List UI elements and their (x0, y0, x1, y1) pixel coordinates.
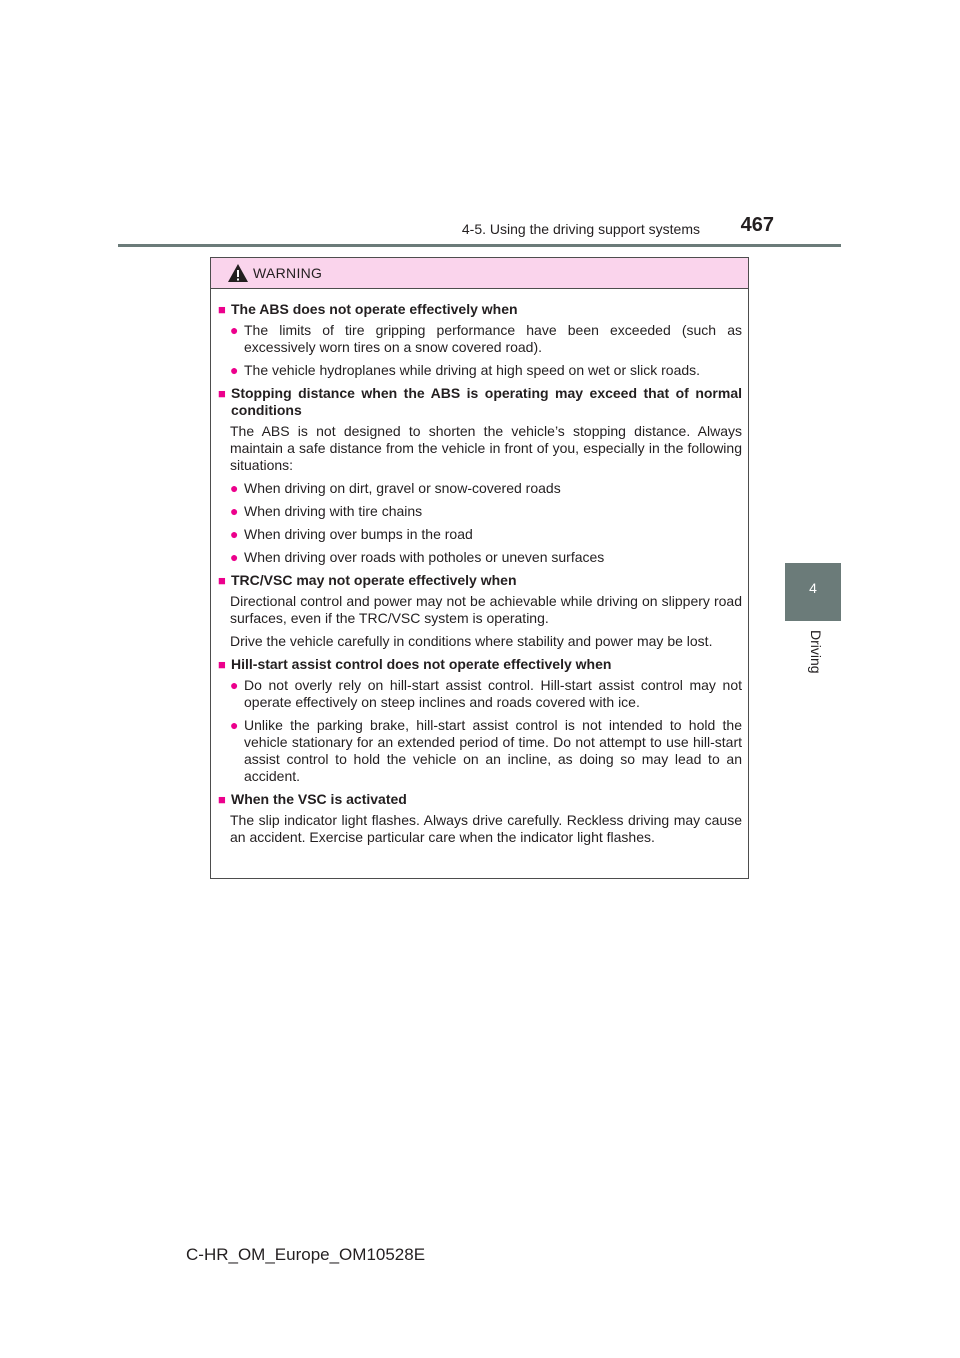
section-heading-text: Hill-start assist control does not operate effectively when (231, 656, 612, 672)
warning-section (218, 572, 742, 650)
round-bullet-icon: ● (230, 503, 239, 519)
chapter-label (800, 630, 828, 680)
page-number: 467 (740, 214, 774, 236)
chapter-tab-number: 4 (809, 580, 817, 596)
bullet-text: Unlike the parking brake, hill-start assist control is not intended to hold the vehicle stationary for an extended period of time. Do not attempt to use hill-start assist control to hold the vehicle on an incline, as doing so may lead to an accident. (244, 717, 742, 784)
bullet-item (218, 503, 742, 520)
bullet-text: When driving over bumps in the road (244, 526, 473, 542)
round-bullet-icon: ● (230, 526, 239, 542)
square-bullet-icon: ■ (218, 657, 226, 672)
warning-header (211, 258, 748, 289)
round-bullet-icon: ● (230, 362, 239, 378)
round-bullet-icon: ● (230, 677, 239, 693)
round-bullet-icon: ● (230, 322, 239, 338)
square-bullet-icon: ■ (218, 573, 226, 588)
square-bullet-icon: ■ (218, 386, 226, 401)
chapter-label-text: Driving (808, 630, 824, 674)
section-paragraph: Directional control and power may not be achievable while driving on slippery road surfaces, even if the TRC/VSC system is operating. (230, 593, 742, 626)
bullet-text: When driving over roads with potholes or uneven surfaces (244, 549, 605, 565)
chapter-tab (785, 563, 841, 621)
bullet-text: When driving with tire chains (244, 503, 423, 519)
section-heading-text: When the VSC is activated (231, 791, 407, 807)
bullet-item (218, 480, 742, 497)
section-heading-text: The ABS does not operate effectively when (231, 301, 518, 317)
bullet-text: When driving on dirt, gravel or snow-covered roads (244, 480, 561, 496)
bullet-item (218, 362, 742, 379)
warning-section (218, 301, 742, 379)
round-bullet-icon: ● (230, 717, 239, 733)
warning-title: WARNING (253, 265, 323, 281)
section-heading (218, 385, 742, 419)
section-heading (218, 656, 742, 673)
section-paragraph: The slip indicator light flashes. Always drive carefully. Reckless driving may cause an accident. Exercise particular care when the indicator light flashes. (230, 812, 742, 845)
warning-triangle-icon (227, 263, 249, 283)
section-paragraph: Drive the vehicle carefully in conditions where stability and power may be lost. (230, 633, 713, 649)
section-heading-text: TRC/VSC may not operate effectively when (231, 572, 517, 588)
footer-document-id: C-HR_OM_Europe_OM10528E (186, 1245, 426, 1264)
warning-section (218, 385, 742, 566)
warning-box (210, 257, 749, 879)
bullet-item (218, 526, 742, 543)
section-heading (218, 572, 742, 589)
warning-section (218, 656, 742, 785)
square-bullet-icon: ■ (218, 792, 226, 807)
header-divider (118, 244, 841, 247)
bullet-item (218, 677, 742, 711)
warning-section (218, 791, 742, 846)
bullet-item (218, 549, 742, 566)
bullet-text: The limits of tire gripping performance have been exceeded (such as excessively worn tires on a snow covered road). (244, 322, 742, 355)
round-bullet-icon: ● (230, 549, 239, 565)
bullet-text: The vehicle hydroplanes while driving at high speed on wet or slick roads. (244, 362, 701, 378)
section-heading (218, 791, 742, 808)
section-paragraph: The ABS is not designed to shorten the vehicle’s stopping distance. Always maintain a safe distance from the vehicle in front of you, especially in the following situations: (230, 423, 742, 473)
bullet-text: Do not overly rely on hill-start assist control. Hill-start assist control may not operate effectively on steep inclines and roads covered with ice. (244, 677, 742, 710)
round-bullet-icon: ● (230, 480, 239, 496)
square-bullet-icon: ■ (218, 302, 226, 317)
bullet-item (218, 717, 742, 785)
bullet-item (218, 322, 742, 356)
page-header-title: 4-5. Using the driving support systems (461, 221, 700, 237)
warning-body (211, 289, 748, 846)
section-heading (218, 301, 742, 318)
section-heading-text: Stopping distance when the ABS is operating may exceed that of normal conditions (231, 385, 742, 418)
